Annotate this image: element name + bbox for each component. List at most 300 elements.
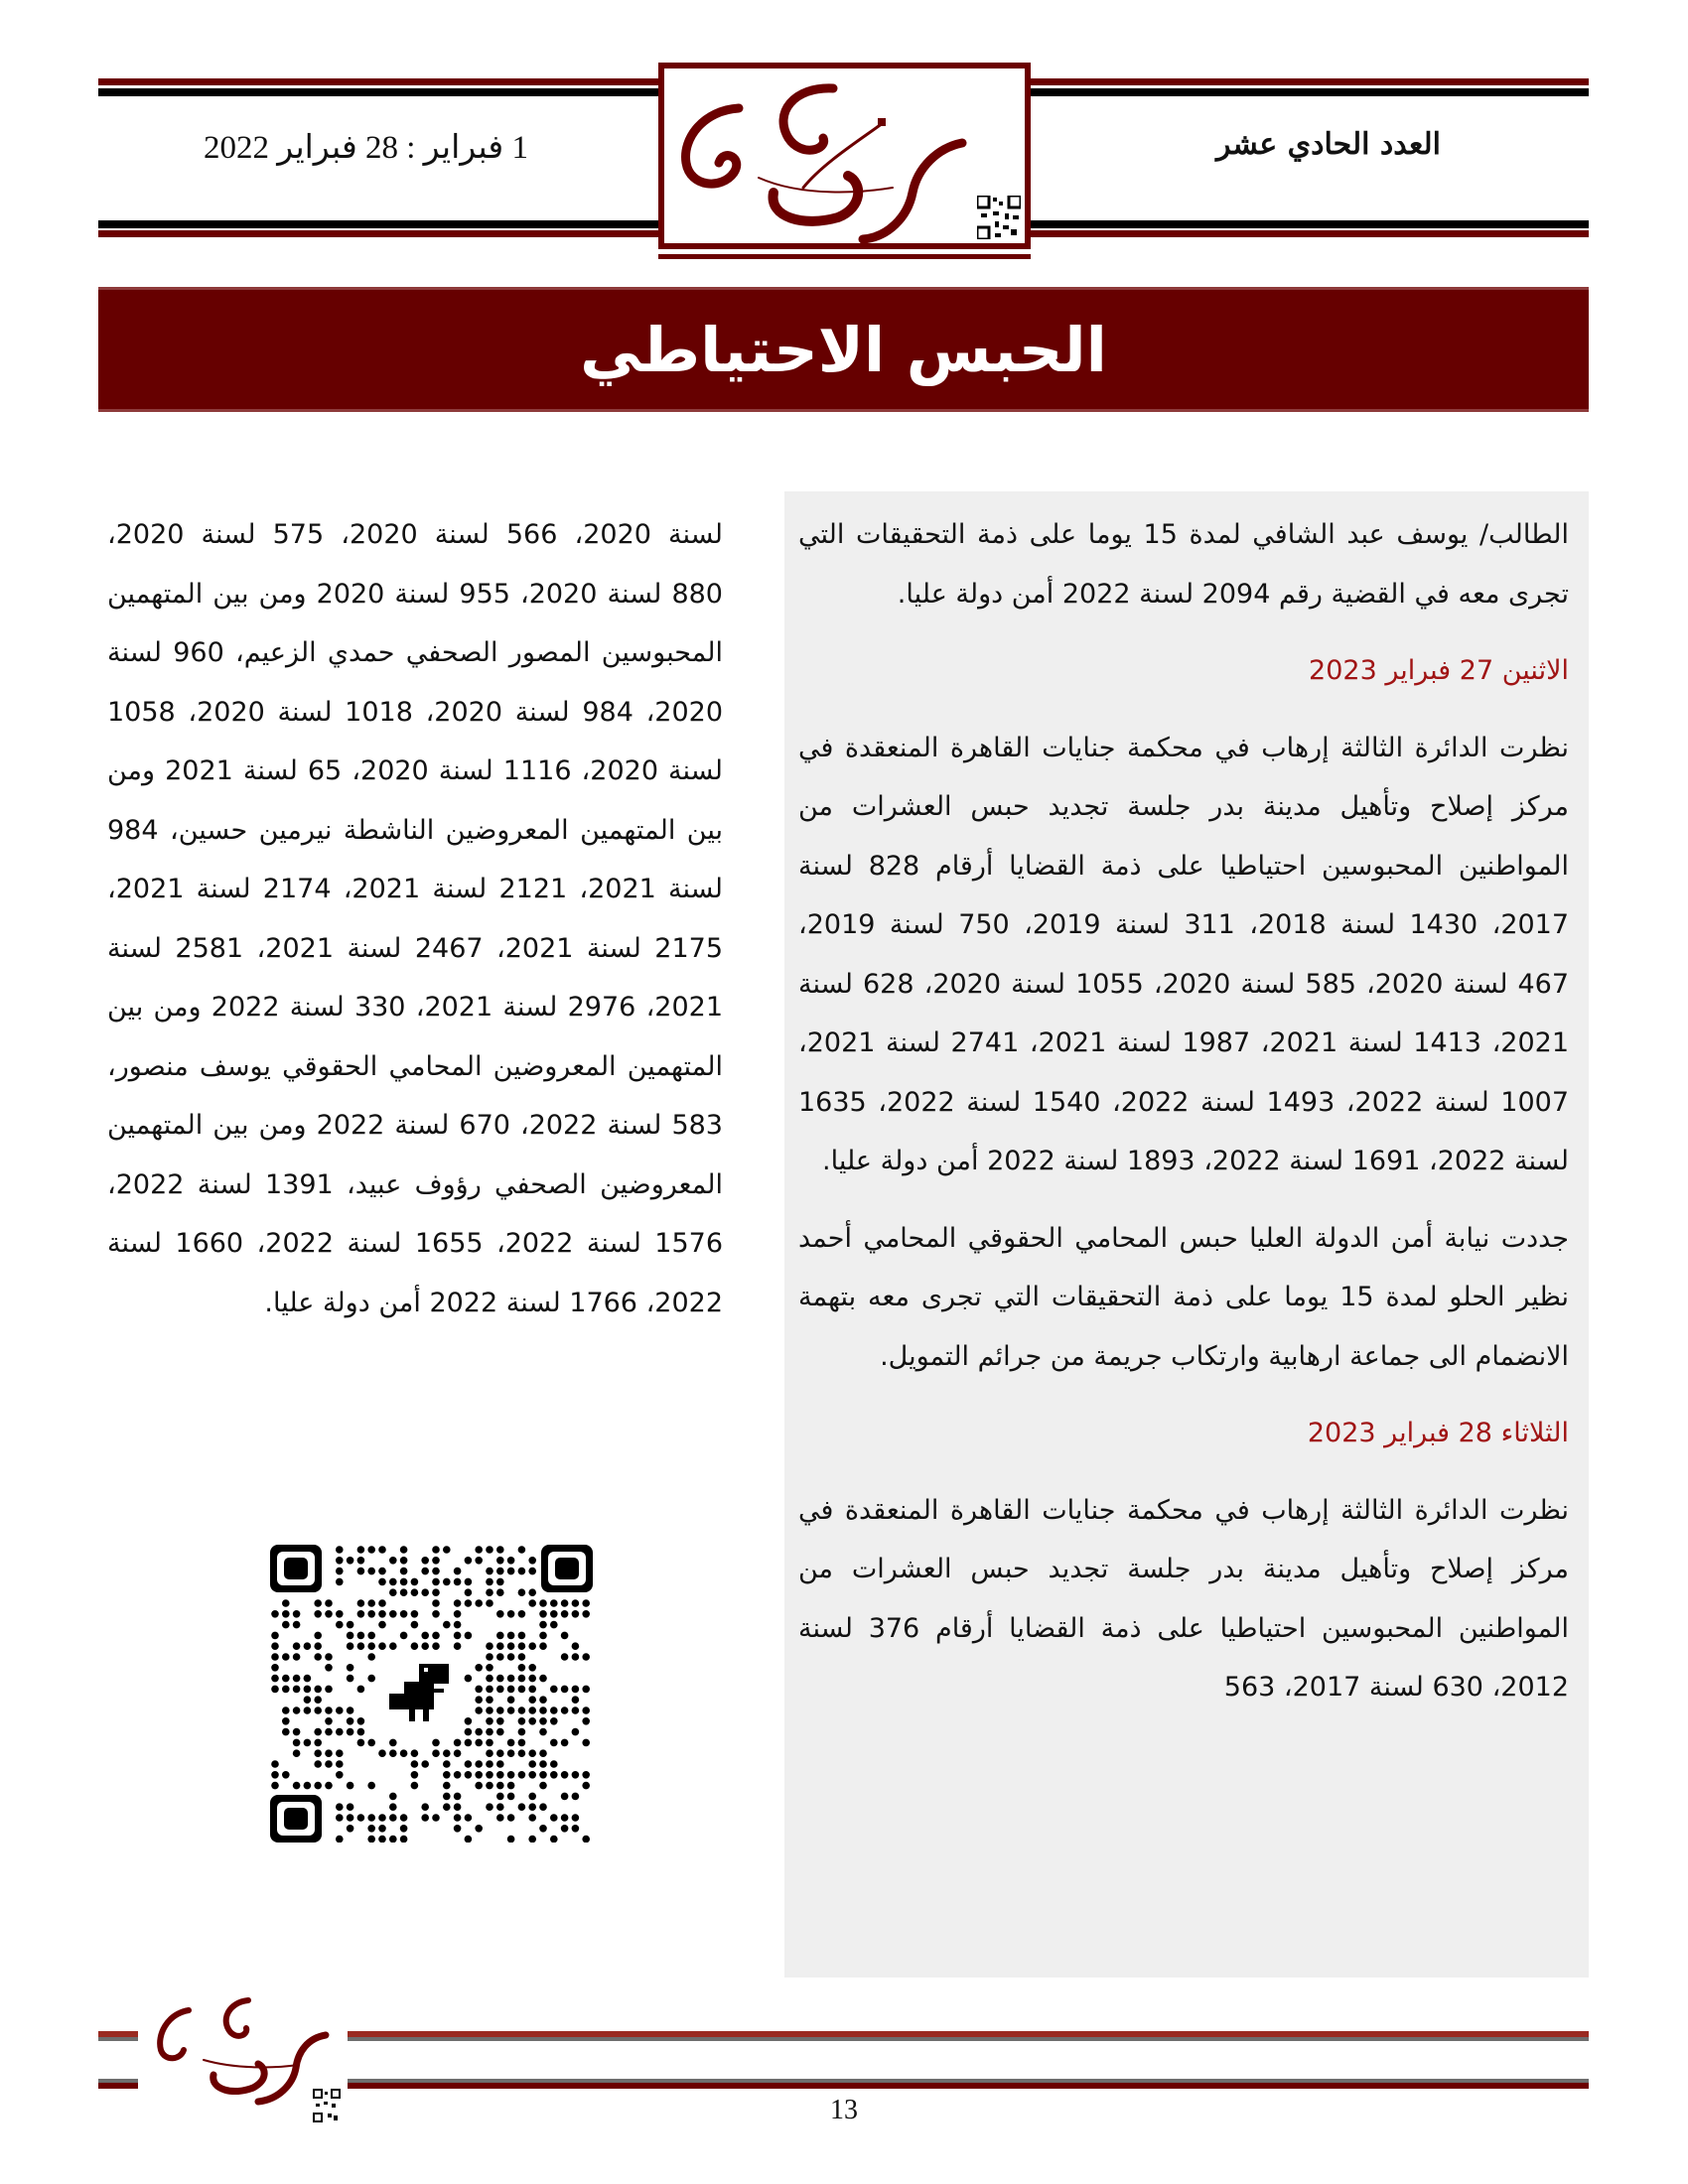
qr-module [367, 1610, 375, 1618]
qr-module [496, 1814, 504, 1822]
qr-module [432, 1632, 440, 1640]
qr-module [496, 1706, 504, 1714]
qr-module [528, 1814, 536, 1822]
qr-module [518, 1642, 526, 1650]
qr-module [314, 1760, 322, 1768]
qr-module [528, 1686, 536, 1694]
qr-module [282, 1728, 290, 1736]
qr-module [465, 1578, 473, 1586]
qr-module [411, 1610, 419, 1618]
qr-module [282, 1717, 290, 1725]
qr-module [314, 1706, 322, 1714]
qr-module [325, 1610, 333, 1618]
qr-module [528, 1675, 536, 1683]
qr-module [507, 1696, 515, 1704]
qr-module [325, 1749, 333, 1757]
qr-module [389, 1557, 397, 1565]
qr-module [539, 1599, 547, 1607]
qr-module [550, 1610, 558, 1618]
qr-module [465, 1557, 473, 1565]
qr-module [486, 1760, 493, 1768]
qr-module [572, 1771, 580, 1779]
page-number: 13 [830, 2095, 858, 2125]
qr-module [496, 1632, 504, 1640]
qr-module [389, 1578, 397, 1586]
qr-module [304, 1706, 312, 1714]
qr-module [465, 1728, 473, 1736]
qr-module [572, 1610, 580, 1618]
qr-module [539, 1728, 547, 1736]
qr-module [496, 1546, 504, 1554]
qr-module [443, 1771, 451, 1779]
qr-module [507, 1686, 515, 1694]
qr-module [475, 1599, 483, 1607]
qr-module [486, 1568, 493, 1575]
qr-module [367, 1825, 375, 1833]
qr-module [496, 1568, 504, 1575]
qr-module [496, 1588, 504, 1596]
qr-module [518, 1632, 526, 1640]
qr-module [443, 1749, 451, 1757]
qr-module [293, 1675, 301, 1683]
qr-module [496, 1782, 504, 1790]
qr-module [582, 1599, 590, 1607]
qr-module [582, 1717, 590, 1725]
qr-module [421, 1642, 429, 1650]
right-column-panel [784, 491, 1589, 1978]
qr-module [486, 1749, 493, 1757]
logo-underbar [658, 254, 1031, 259]
qr-module [507, 1814, 515, 1822]
qr-module [432, 1546, 440, 1554]
qr-module [475, 1546, 483, 1554]
qr-module [561, 1632, 569, 1640]
qr-module [539, 1749, 547, 1757]
qr-module [336, 1621, 344, 1629]
qr-module [378, 1610, 386, 1618]
qr-module [539, 1706, 547, 1714]
qr-module [582, 1782, 590, 1790]
qr-module [507, 1749, 515, 1757]
qr-module [550, 1717, 558, 1725]
qr-module [454, 1749, 462, 1757]
qr-module [314, 1782, 322, 1790]
qr-module [336, 1749, 344, 1757]
qr-module [378, 1599, 386, 1607]
qr-module [282, 1599, 290, 1607]
qr-module [507, 1793, 515, 1801]
issue-number: العدد الحادي عشر [1216, 127, 1441, 162]
qr-module [465, 1771, 473, 1779]
qr-module [357, 1546, 365, 1554]
qr-module [465, 1599, 473, 1607]
qr-module [400, 1568, 408, 1575]
qr-module [347, 1803, 354, 1811]
qr-module [561, 1610, 569, 1618]
qr-module [347, 1675, 354, 1683]
qr-module [432, 1568, 440, 1575]
qr-module [443, 1803, 451, 1811]
qr-module [432, 1578, 440, 1586]
qr-module [304, 1696, 312, 1704]
qr-module [454, 1568, 462, 1575]
qr-module [539, 1610, 547, 1618]
qr-module [518, 1588, 526, 1596]
qr-module [400, 1610, 408, 1618]
qr-module [282, 1675, 290, 1683]
qr-module [518, 1803, 526, 1811]
qr-module [293, 1739, 301, 1747]
qr-module [572, 1599, 580, 1607]
qr-module [421, 1568, 429, 1575]
qr-module [347, 1557, 354, 1565]
qr-module [475, 1557, 483, 1565]
qr-module [465, 1675, 473, 1683]
qr-module [411, 1782, 419, 1790]
masthead-logo [658, 63, 1031, 249]
qr-module [378, 1578, 386, 1586]
qr-module [400, 1825, 408, 1833]
qr-module [443, 1782, 451, 1790]
qr-module [486, 1578, 493, 1586]
qr-module [367, 1653, 375, 1661]
qr-module [293, 1686, 301, 1694]
qr-module [336, 1546, 344, 1554]
qr-module [271, 1760, 279, 1768]
qr-module [378, 1642, 386, 1650]
qr-module [336, 1557, 344, 1565]
qr-module [421, 1760, 429, 1768]
qr-module [411, 1749, 419, 1757]
qr-module [314, 1696, 322, 1704]
qr-module [561, 1706, 569, 1714]
qr-module [518, 1653, 526, 1661]
qr-module [411, 1578, 419, 1586]
qr-module [561, 1793, 569, 1801]
qr-module [314, 1632, 322, 1640]
qr-module [378, 1814, 386, 1822]
qr-module [486, 1771, 493, 1779]
qr-module [539, 1675, 547, 1683]
qr-module [304, 1782, 312, 1790]
qr-module [314, 1686, 322, 1694]
qr-module [507, 1675, 515, 1683]
qr-module [539, 1717, 547, 1725]
qr-module [496, 1717, 504, 1725]
qr-module [486, 1782, 493, 1790]
qr-module [528, 1717, 536, 1725]
qr-module [389, 1610, 397, 1618]
qr-module [271, 1782, 279, 1790]
footer-line-bottom-maroon [348, 2083, 1589, 2089]
qr-module [454, 1739, 462, 1747]
qr-module [465, 1814, 473, 1822]
qr-module [282, 1621, 290, 1629]
qr-module [528, 1599, 536, 1607]
qr-module [507, 1610, 515, 1618]
qr-module [336, 1760, 344, 1768]
qr-module [293, 1706, 301, 1714]
qr-module [528, 1588, 536, 1596]
qr-module [389, 1803, 397, 1811]
qr-module [304, 1739, 312, 1747]
qr-module [282, 1653, 290, 1661]
qr-module [572, 1686, 580, 1694]
qr-module [314, 1739, 322, 1747]
qr-module [572, 1825, 580, 1833]
qr-module [389, 1642, 397, 1650]
qr-module [475, 1686, 483, 1694]
qr-module [367, 1546, 375, 1554]
qr-module [454, 1814, 462, 1822]
qr-module [539, 1621, 547, 1629]
qr-module [411, 1760, 419, 1768]
qr-module [336, 1610, 344, 1618]
qr-module [518, 1728, 526, 1736]
calligraphy-logo-icon [664, 68, 1025, 243]
qr-module [496, 1793, 504, 1801]
qr-module [454, 1621, 462, 1629]
qr-module [507, 1557, 515, 1565]
qr-module [314, 1610, 322, 1618]
qr-module [582, 1771, 590, 1779]
qr-module [400, 1588, 408, 1596]
qr-module [528, 1803, 536, 1811]
qr-module [432, 1610, 440, 1618]
qr-module [367, 1642, 375, 1650]
qr-module [454, 1803, 462, 1811]
qr-module [572, 1793, 580, 1801]
qr-module [282, 1771, 290, 1779]
qr-module [421, 1588, 429, 1596]
qr-module [336, 1771, 344, 1779]
qr-module [539, 1771, 547, 1779]
qr-module [271, 1610, 279, 1618]
qr-module [325, 1717, 333, 1725]
qr-module [347, 1664, 354, 1672]
qr-module [486, 1739, 493, 1747]
qr-module [561, 1825, 569, 1833]
page-title: الحبس الاحتياطي [580, 313, 1107, 386]
qr-module [550, 1760, 558, 1768]
qr-module [507, 1653, 515, 1661]
qr-module [357, 1814, 365, 1822]
qr-module [475, 1728, 483, 1736]
qr-module [582, 1610, 590, 1618]
qr-module [496, 1610, 504, 1618]
qr-module [347, 1814, 354, 1822]
qr-module [475, 1739, 483, 1747]
qr-module [336, 1814, 344, 1822]
qr-module [400, 1632, 408, 1640]
qr-module [432, 1599, 440, 1607]
qr-module [582, 1653, 590, 1661]
qr-module [367, 1739, 375, 1747]
qr-module [314, 1653, 322, 1661]
qr-module [336, 1568, 344, 1575]
qr-module [325, 1599, 333, 1607]
qr-module [271, 1642, 279, 1650]
qr-module [475, 1760, 483, 1768]
article-paragraph-continued: لسنة 2020، 566 لسنة 2020، 575 لسنة 2020، 880 لسنة 2020، 955 لسنة 2020 ومن بين المتهمين المحبوسين المصور الصحفي حمدي الزعيم، 960 لسنة 2020، 984 لسنة 2020، 1018 لسنة 2020، 1058 لسنة 2020، 1116 لسنة 2020، 65 لسنة 2021 ومن بين المتهمين المعروضين الناشطة نيرمين حسين، 984 لسنة 2021، 2121 لسنة 2021، 2174 لسنة 2021، 2175 لسنة 2021، 2467 لسنة 2021، 2581 لسنة 2021، 2976 لسنة 2021، 330 لسنة 2022 ومن بين المتهمين المعروضين المحامي الحقوقي يوسف منصور، 583 لسنة 2022، 670 لسنة 2022 ومن بين المتهمين المعروضين الصحفي رؤوف عبيد، 1391 لسنة 2022، 1576 لسنة 2022، 1655 لسنة 2022، 1660 لسنة 2022، 1766 لسنة 2022 أمن دولة عليا. [107, 519, 724, 1318]
qr-module [389, 1814, 397, 1822]
qr-module [357, 1739, 365, 1747]
qr-module [486, 1588, 493, 1596]
qr-module [486, 1546, 493, 1554]
qr-module [443, 1621, 451, 1629]
article-paragraph: الطالب/ يوسف عبد الشافي لمدة 15 يوما على ذمة التحقيقات التي تجرى معه في القضية رقم 2094 لسنة 2022 أمن دولة عليا. [798, 519, 1569, 610]
qr-module [528, 1664, 536, 1672]
qr-module [282, 1610, 290, 1618]
qr-module [293, 1610, 301, 1618]
qr-module [550, 1739, 558, 1747]
qr-module [432, 1739, 440, 1747]
qr-module [486, 1706, 493, 1714]
qr-module [357, 1568, 365, 1575]
qr-module [347, 1706, 354, 1714]
qr-module [325, 1664, 333, 1672]
qr-module [347, 1728, 354, 1736]
qr-module [518, 1739, 526, 1747]
qr-module [357, 1557, 365, 1565]
qr-module [507, 1739, 515, 1747]
qr-module [357, 1717, 365, 1725]
small-qr-code-icon [977, 196, 1021, 239]
qr-module [432, 1588, 440, 1596]
qr-module [432, 1642, 440, 1650]
qr-module [367, 1568, 375, 1575]
qr-module [421, 1814, 429, 1822]
qr-module [550, 1814, 558, 1822]
qr-module [271, 1686, 279, 1694]
qr-module [325, 1706, 333, 1714]
qr-module [572, 1728, 580, 1736]
qr-module [443, 1793, 451, 1801]
qr-module [347, 1782, 354, 1790]
qr-module [389, 1749, 397, 1757]
qr-module [475, 1825, 483, 1833]
qr-module [572, 1642, 580, 1650]
qr-module [507, 1568, 515, 1575]
left-column [107, 491, 723, 1332]
qr-module [550, 1686, 558, 1694]
qr-module [357, 1610, 365, 1618]
qr-module [454, 1793, 462, 1801]
qr-module [443, 1578, 451, 1586]
qr-module [421, 1803, 429, 1811]
qr-module [539, 1803, 547, 1811]
qr-module [336, 1578, 344, 1586]
qr-module [539, 1760, 547, 1768]
qr-module [561, 1739, 569, 1747]
qr-module [496, 1642, 504, 1650]
qr-module [336, 1728, 344, 1736]
qr-module [518, 1686, 526, 1694]
qr-module [550, 1599, 558, 1607]
qr-module [496, 1771, 504, 1779]
qr-module [518, 1675, 526, 1683]
article-paragraph: نظرت الدائرة الثالثة إرهاب في محكمة جنايات القاهرة المنعقدة في مركز إصلاح وتأهيل مدينة بدر جلسة تجديد حبس العشرات من المواطنين المحبوسين احتياطيا على ذمة القضايا أرقام 376 لسنة 2012، 630 لسنة 2017، 563 [798, 1494, 1569, 1703]
qr-module [336, 1706, 344, 1714]
qr-module [486, 1653, 493, 1661]
qr-module [357, 1728, 365, 1736]
qr-module [293, 1749, 301, 1757]
qr-module [528, 1706, 536, 1714]
qr-module [528, 1749, 536, 1757]
qr-module [475, 1771, 483, 1779]
qr-module [400, 1546, 408, 1554]
qr-module [518, 1706, 526, 1714]
qr-module [411, 1588, 419, 1596]
qr-module [325, 1728, 333, 1736]
qr-module [378, 1546, 386, 1554]
qr-module [367, 1675, 375, 1683]
qr-module [411, 1771, 419, 1779]
qr-module [486, 1728, 493, 1736]
qr-module [518, 1568, 526, 1575]
qr-module [539, 1825, 547, 1833]
qr-module [347, 1717, 354, 1725]
date-heading: الاثنين 27 فبراير 2023 [1309, 655, 1569, 686]
qr-module [432, 1814, 440, 1822]
qr-module [293, 1728, 301, 1736]
qr-module [486, 1686, 493, 1694]
qr-module [293, 1621, 301, 1629]
qr-module [400, 1749, 408, 1757]
qr-module [465, 1588, 473, 1596]
qr-module [486, 1642, 493, 1650]
qr-module [293, 1653, 301, 1661]
qr-module [486, 1717, 493, 1725]
qr-module [293, 1642, 301, 1650]
qr-module [561, 1653, 569, 1661]
issue-date-range: 1 فبراير : 28 فبراير 2022 [204, 130, 528, 166]
qr-module [357, 1642, 365, 1650]
qr-module [561, 1599, 569, 1607]
qr-module [454, 1578, 462, 1586]
qr-module [271, 1675, 279, 1683]
qr-module [378, 1825, 386, 1833]
qr-module [314, 1728, 322, 1736]
qr-module [400, 1578, 408, 1586]
qr-module [378, 1749, 386, 1757]
qr-code-dino-icon[interactable] [270, 1545, 593, 1843]
qr-module [518, 1546, 526, 1554]
qr-module [572, 1814, 580, 1822]
qr-module [304, 1675, 312, 1683]
qr-module [475, 1696, 483, 1704]
qr-module [528, 1642, 536, 1650]
qr-module [314, 1749, 322, 1757]
qr-module [518, 1664, 526, 1672]
qr-module [496, 1653, 504, 1661]
qr-module [465, 1717, 473, 1725]
qr-module [421, 1557, 429, 1565]
qr-module [421, 1632, 429, 1640]
qr-module [539, 1642, 547, 1650]
qr-module [367, 1782, 375, 1790]
qr-module [325, 1686, 333, 1694]
qr-module [518, 1610, 526, 1618]
qr-module [357, 1632, 365, 1640]
footer-logo-icon [149, 1990, 348, 2129]
qr-module [486, 1696, 493, 1704]
qr-module [314, 1599, 322, 1607]
qr-module [347, 1632, 354, 1640]
qr-module [389, 1739, 397, 1747]
qr-module [486, 1599, 493, 1607]
footer-line-top-grey [348, 2037, 1589, 2041]
